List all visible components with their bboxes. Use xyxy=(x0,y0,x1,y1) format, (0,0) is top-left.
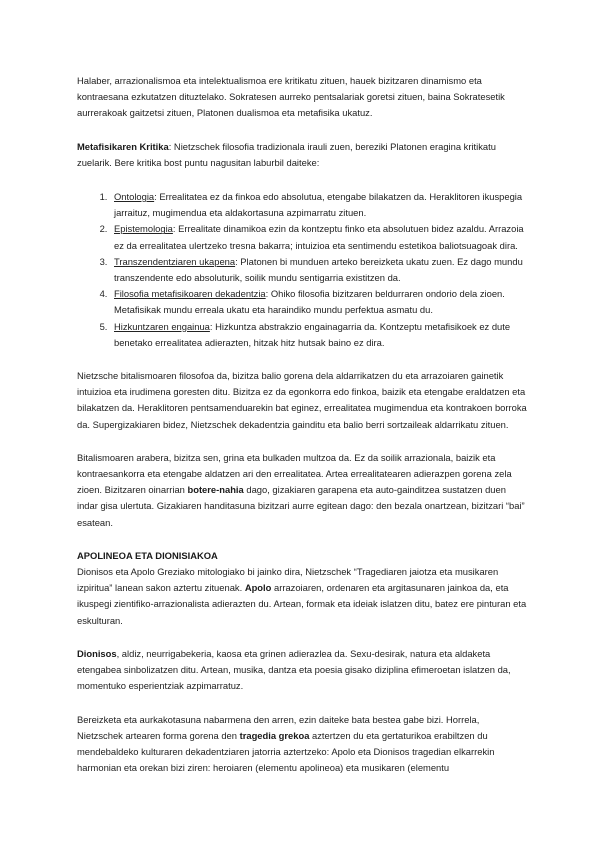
paragraph-apollo xyxy=(77,564,527,629)
term-greek-tragedy: tragedia grekoa xyxy=(239,729,310,741)
list-item xyxy=(110,221,527,253)
list-term: Hizkuntzaren engainua xyxy=(114,320,210,332)
list-item xyxy=(110,286,527,318)
critique-list xyxy=(77,189,527,351)
tragedy-text-a: Bereizketa eta aurkakotasuna nabarmena den arren, ezin daiteke bata bestea gabe bizi. Horrela, Nietzschek artearen forma gorena den xyxy=(77,713,480,741)
list-term: Epistemologia xyxy=(114,223,173,235)
list-text: : Errealitate dinamikoa ezin da kontzeptu finko eta absolutuen bidez azaldu. Arrazoia ez da errealitatea ulertzeko tresna bakarra; intuizioa eta sentimendu estetikoa baliotsuagoak dira. xyxy=(114,223,524,251)
section-heading: APOLINEOA ETA DIONISIAKOA xyxy=(77,549,218,561)
tragedy-text-b: aztertzen du eta gertaturikoa erabiltzen du mendebaldeko kulturaren dekadentziaren jatorria aztertzeko: Apolo eta Dionisos tragedian elkarrekin harmonian eta orekan bizi ziren: heroiaren (elementu apolineoa) eta musikaren (elementu xyxy=(77,729,495,774)
term-metaphysics-critique: Metafisikaren Kritika xyxy=(77,140,169,152)
list-item xyxy=(110,319,527,351)
list-text: : Hizkuntza abstrakzio engainagarria da. Kontzeptu metafisikoek ez dute benetako errealitatea adierazten, hitzak hitz hutsak baino ez dira. xyxy=(114,320,511,348)
term-dionysus: Dionisos xyxy=(77,647,117,659)
list-item xyxy=(110,189,527,221)
paragraph-metaphysics-critique xyxy=(77,139,527,171)
dionysus-text: , aldiz, neurrigabekeria, kaosa eta grinen adierazlea da. Sexu-desirak, natura eta aldaketa etengabea sinbolizatzen ditu. Artean, musika, dantza eta poesia gisako diziplina efimeroetan islatzen da, momentuko esperientziak azpimarratuz. xyxy=(77,647,511,692)
paragraph-greek-tragedy xyxy=(77,712,527,777)
list-term: Filosofia metafisikoaren dekadentzia xyxy=(114,288,266,300)
list-item xyxy=(110,254,527,286)
list-term: Ontologia xyxy=(114,191,155,203)
list-text: : Errealitatea ez da finkoa edo absolutua, etengabe bilakatzen da. Heraklitoren ikuspegia jarraituz, mugimendua eta aldakortasuna azpimarratu zituen. xyxy=(114,191,523,219)
apollo-text-a: Dionisos eta Apolo Greziako mitologiako bi jainko dira, Nietzschek “Tragediaren jaiotza eta musikaren izpiritua” lanean sakon aztertu zituenak. xyxy=(77,566,499,594)
term-will-to-power: botere-nahia xyxy=(187,484,244,496)
metaphysics-critique-text: : Nietzschek filosofia tradizionala irauli zuen, bereziki Platonen eragina kritikatu zuelarik. Bere kritika bost puntu nagusitan laburbil daiteke: xyxy=(77,140,496,168)
apollo-text-b: arrazoiaren, ordenaren eta argitasunaren jainkoa da, eta ikuspegi zientifiko-arrazionalista adierazten du. Artean, formak eta ideiak islatzen ditu, batez ere pinturan eta eskulturan. xyxy=(77,582,527,626)
list-text: : Platonen bi munduen arteko bereizketa ukatu zuen. Ez dago mundu transzendente edo absoluturik, soilik mundu sentigarria existitzen da. xyxy=(114,255,523,284)
will-to-power-text-a: Bitalismoaren arabera, bizitza sen, grina eta bulkaden multzoa da. Ez da soilik arrazionala, baizik eta kontraesankorra eta etengabe aldatzen ari den errealitatea. Artea errealitatearen adierazpen gorena zela zioen. Bizitzaren oinarrian xyxy=(77,451,512,496)
list-term: Transzendentziaren ukapena xyxy=(114,255,236,267)
paragraph-vitalism: Nietzsche bitalismoaren filosofoa da, bizitza balio gorena dela aldarrikatzen du eta arrazoiaren gainetik intuizioa eta irudimena goresten ditu. Bizitza ez da egonkorra edo finkoa, baizik eta etengabe eraldatzen eta bilakatzen da. Heraklitoren pentsamenduarekin bat eginez, errealitatea mugimendua eta kontrakoen borroka da. Supergizakiaren bidez, Nietzschek dekadentzia gainditu eta balio berri sortzaileak aldarrikatu zituen. xyxy=(77,370,527,430)
list-text: : Ohiko filosofia bizitzaren beldurraren ondorio dela zioen. Metafisikak mundu erreala ukatu eta haraindiko mundu perfektua asmatu du. xyxy=(114,288,505,316)
term-apollo: Apolo xyxy=(244,582,272,594)
paragraph-dionysus xyxy=(77,646,527,695)
will-to-power-text-b: dago, gizakiaren garapena eta auto-gainditzea sustatzen duen indar gisa ulertuta. Gizakiaren handitasuna bizitzari aurre egitean dago: den bezala onartzean, bizitzari “bai” esatean. xyxy=(77,484,525,528)
paragraph-will-to-power xyxy=(77,450,527,531)
paragraph-rationalism: Halaber, arrazionalismoa eta intelektualismoa ere kritikatu zituen, hauek bizitzaren dinamismo eta kontraesana ezkutatzen dituztelako. Sokratesen aurreko pentsalariak goretsi zituen, baina Sokratesetik aurrerakoak gaitzetsi zituen, Platonen dualismoa eta metafisika ukatuz. xyxy=(77,75,505,119)
